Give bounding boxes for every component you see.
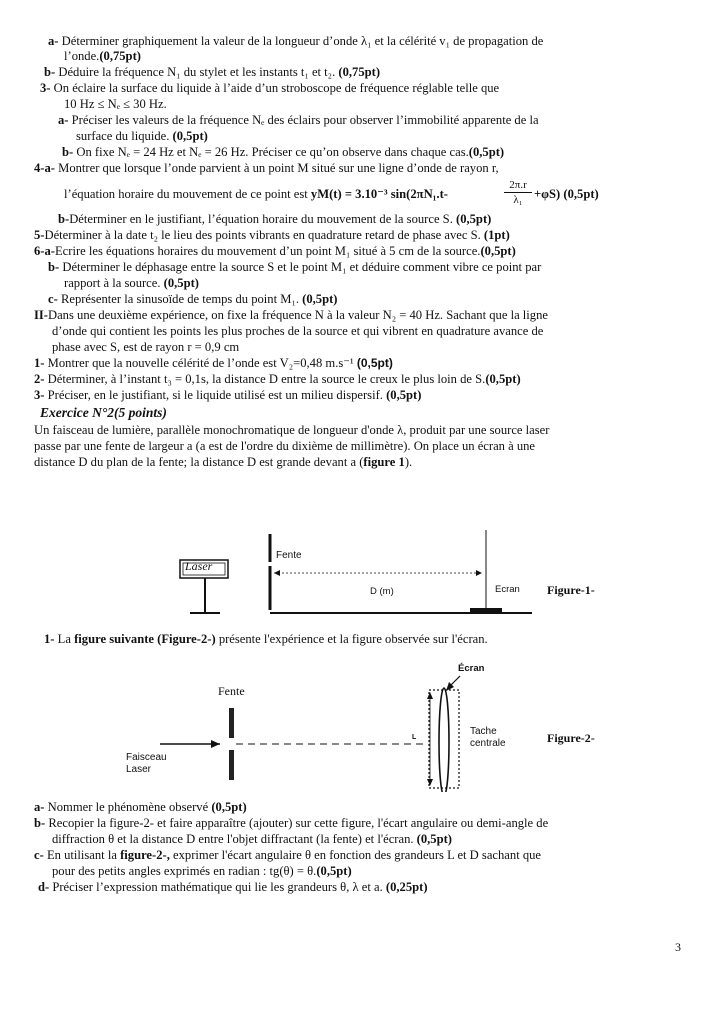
ex2-q1-post: présente l'expérience et la figure observée sur l'écran. xyxy=(218,632,488,646)
q4a-eq-denominator xyxy=(503,194,533,206)
fig1-fente-label: Fente xyxy=(276,550,302,561)
q2a-label: a- xyxy=(48,34,59,48)
fraction-bar xyxy=(504,192,532,193)
ex2-qb-points: (0,5pt) xyxy=(416,832,452,846)
ex2-qc-pre: En utilisant la xyxy=(46,848,117,862)
partII-q2-label: 2- xyxy=(34,372,45,386)
ex2-intro3-post: ). xyxy=(404,455,413,469)
figure-1-diagram xyxy=(170,528,630,620)
fig2-fente-label: Fente xyxy=(218,684,245,698)
partII-q3-line xyxy=(34,388,421,403)
partII-line3 xyxy=(52,340,239,355)
q6c-text: Représenter la sinusoïde de temps du point M₁. xyxy=(60,292,299,306)
partII-text3: phase avec S, est de rayon r = 0,9 cm xyxy=(52,340,240,354)
ex2-qc-bold: figure-2-, xyxy=(120,848,170,862)
q6a-text: Ecrire les équations horaires du mouvement d’un point M₁ situé à 5 cm de la source. xyxy=(54,244,481,258)
q6c-label: c- xyxy=(48,292,58,306)
ex2-intro2: passe par une fente de largeur a (a est de l'ordre du dixième de millimètre). On place un écran à une xyxy=(34,439,536,453)
q4a-eq-rhs: +φS) xyxy=(534,187,561,201)
q4a-equation-line xyxy=(64,187,448,202)
q4a-eq-intro: l’équation horaire du mouvement de ce point est xyxy=(64,187,308,201)
fig2-tache-label: Tache xyxy=(470,726,497,737)
partII-line xyxy=(34,308,548,323)
ex2-intro-line3 xyxy=(34,455,412,470)
central-spot-box xyxy=(429,690,459,788)
q2b-text: Déduire la fréquence N₁ du stylet et les instants t₁ et t₂. xyxy=(58,65,336,79)
ex2-qa-points: (0,5pt) xyxy=(211,800,247,814)
fig2-laser-label: Laser xyxy=(126,764,152,775)
ex2-qb-line xyxy=(34,816,548,831)
fig2-faisceau-label: Faisceau xyxy=(126,752,167,763)
q3a-line xyxy=(58,113,539,128)
q6a-line xyxy=(34,244,516,259)
q2a-line2 xyxy=(64,49,141,64)
q4a-points: (0,5pt) xyxy=(563,187,599,201)
page-number: 3 xyxy=(675,940,681,954)
fig2-caption: Figure-2- xyxy=(547,731,595,745)
q4b-points: (0,5pt) xyxy=(456,212,492,226)
ex2-qc-line xyxy=(34,848,541,863)
fig1-distance-label: D (m) xyxy=(370,586,394,597)
fig2-L-label: L xyxy=(412,734,417,741)
partII-q2-points: (0,5pt) xyxy=(485,372,521,386)
exercise2-title: Exercice N°2(5 points) xyxy=(40,405,167,420)
q3b-text: On fixe Nₑ = 24 Hz et Nₑ = 26 Hz. Préciser ce qu’on observe dans chaque cas. xyxy=(76,145,469,159)
q5-points: (1pt) xyxy=(483,228,510,242)
q6b-text: Déterminer le déphasage entre la source S et le point M₁ et déduire comment vibre ce point par xyxy=(62,260,542,274)
ex2-q1-line xyxy=(44,632,488,647)
ex2-qa-line xyxy=(34,800,247,815)
arrow-left-icon xyxy=(274,570,280,576)
q3b-points: (0,5pt) xyxy=(468,145,505,159)
ex2-qc-post: exprimer l'écart angulaire θ en fonction des grandeurs L et D sachant que xyxy=(173,848,542,862)
fig1-caption: Figure-1- xyxy=(547,583,595,597)
partII-text: Dans une deuxième expérience, on fixe la fréquence N à la valeur N₂ = 40 Hz. Sachant que la ligne xyxy=(48,308,548,322)
fig2-ecran-label: Écran xyxy=(458,663,485,674)
q4a-equation-end xyxy=(534,187,599,202)
q3a-points: (0,5pt) xyxy=(172,129,208,143)
ex2-qa-text: Nommer le phénomène observé xyxy=(47,800,209,814)
ex2-intro3-bold: figure 1 xyxy=(363,455,405,469)
q3-text: On éclaire la surface du liquide à l’aide d’un stroboscope de fréquence réglable telle que xyxy=(53,81,500,95)
q6b-line xyxy=(48,260,541,275)
q4b-line xyxy=(58,212,491,227)
partII-q1-line xyxy=(34,356,393,371)
ex2-qb-label: b- xyxy=(34,816,46,830)
q6b-line2 xyxy=(64,276,199,291)
partII-q2-text: Déterminer, à l’instant t₃ = 0,1s, la distance D entre la source le creux le plus loin de S. xyxy=(47,372,486,386)
q5-text: Déterminer à la date t₂ le lieu des points vibrants en quadrature retard de phase avec S. xyxy=(44,228,481,242)
partII-text2: d’onde qui contient les points les plus proches de la source et qui vibrent en quadrature avance de xyxy=(52,324,544,338)
q6a-label: 6-a- xyxy=(34,244,55,258)
partII-q3-text: Préciser, en le justifiant, si le liquide utilisé est un milieu dispersif. xyxy=(47,388,383,402)
q3a-label: a- xyxy=(58,113,69,127)
q6a-points: (0,5pt) xyxy=(480,244,516,258)
q4a-line xyxy=(34,161,499,176)
partII-q3-label: 3- xyxy=(34,388,45,402)
ex2-intro1: Un faisceau de lumière, parallèle monochromatique de longueur d'onde λ, produit par une source laser xyxy=(34,423,550,437)
q3-label: 3- xyxy=(40,81,51,95)
partII-line2 xyxy=(52,324,543,339)
ex2-qc-label: c- xyxy=(34,848,44,862)
ex2-qd-text: Préciser l’expression mathématique qui lie les grandeurs θ, λ et a. xyxy=(52,880,383,894)
q6b-points: (0,5pt) xyxy=(163,276,199,290)
ex2-q1-bold: figure suivante (Figure-2-) xyxy=(74,632,216,646)
ex2-q1-label: 1- xyxy=(44,632,55,646)
q4a-text: Montrer que lorsque l’onde parvient à un point M situé sur une ligne d’onde de rayon r, xyxy=(58,161,499,175)
q2b-points: (0,75pt) xyxy=(338,65,381,79)
q2b-line xyxy=(44,65,380,80)
q2b-label: b- xyxy=(44,65,56,79)
ex2-qb-text2: diffraction θ et la distance D entre l'objet diffractant (la fente) et l'écran. xyxy=(52,832,414,846)
ex2-qb-text: Recopier la figure-2- et faire apparaître (ajouter) sur cette figure, l'écart angulaire ou demi-angle de xyxy=(48,816,549,830)
partII-label: II- xyxy=(34,308,48,322)
q4a-eq-numerator xyxy=(503,179,533,191)
q4a-label: 4-a- xyxy=(34,161,55,175)
q4b-label: b- xyxy=(58,212,70,226)
q5-label: 5- xyxy=(34,228,45,242)
q4b-text: Déterminer en le justifiant, l’équation horaire du mouvement de la source S. xyxy=(69,212,453,226)
ex2-qd-points: (0,25pt) xyxy=(385,880,428,894)
screen-ellipse xyxy=(439,688,449,792)
q3b-line xyxy=(62,145,504,160)
ex2-q1-pre: La xyxy=(57,632,71,646)
q2a-text: Déterminer graphiquement la valeur de la longueur d’onde λ₁ et la célérité v₁ de propagation de xyxy=(61,34,544,48)
L-arrow-down-icon xyxy=(427,779,433,786)
partII-q3-points: (0,5pt) xyxy=(386,388,422,402)
q3b-label: b- xyxy=(62,145,74,159)
q5-line xyxy=(34,228,510,243)
q3-line2 xyxy=(64,97,167,112)
L-arrow-up-icon xyxy=(427,692,433,699)
q4a-eq-den: λ₁ xyxy=(513,194,523,206)
q2a-line xyxy=(48,34,543,49)
q3-line xyxy=(40,81,499,96)
q6b-label: b- xyxy=(48,260,60,274)
q2a-text2: l’onde. xyxy=(64,49,100,63)
ex2-qc-line2 xyxy=(52,864,352,879)
q6b-text2: rapport à la source. xyxy=(64,276,161,290)
fig1-ecran-label: Ecran xyxy=(495,584,520,595)
beam-arrow-icon xyxy=(211,740,220,748)
fig1-laser-label: Laser xyxy=(185,559,213,573)
ex2-qb-line2 xyxy=(52,832,452,847)
partII-q1-points: (0,5pt) xyxy=(356,356,393,370)
q3a-line2 xyxy=(76,129,208,144)
ex2-intro3-pre: distance D du plan de la fente; la distance D est grande devant a ( xyxy=(34,455,364,469)
partII-q2-line xyxy=(34,372,521,387)
q4a-eq-lhs: yM(t) = 3.10⁻³ sin(2πN₁.t- xyxy=(310,187,448,201)
ex2-qa-label: a- xyxy=(34,800,45,814)
ex2-qc-points: (0,5pt) xyxy=(316,864,352,878)
q2a-points: (0,75pt) xyxy=(99,49,141,63)
slit-upper-bar xyxy=(229,708,234,738)
ex2-intro-line2 xyxy=(34,439,535,454)
ex2-qd-label: d- xyxy=(38,880,50,894)
arrow-right-icon xyxy=(476,570,482,576)
q3a-text: Préciser les valeurs de la fréquence Nₑ des éclairs pour observer l’immobilité apparente de la xyxy=(71,113,539,127)
q3-text2: 10 Hz ≤ Nₑ ≤ 30 Hz. xyxy=(64,97,167,111)
q6c-points: (0,5pt) xyxy=(302,292,338,306)
fig2-centrale-label: centrale xyxy=(470,738,506,749)
q3a-text2: surface du liquide. xyxy=(76,129,170,143)
q6c-line xyxy=(48,292,337,307)
partII-q1-text: Montrer que la nouvelle célérité de l’onde est V₂=0,48 m.s⁻¹ xyxy=(47,356,354,370)
slit-lower-bar xyxy=(229,750,234,780)
ex2-qd-line xyxy=(38,880,428,895)
figure-2-diagram xyxy=(120,660,480,792)
partII-q1-label: 1- xyxy=(34,356,45,370)
q4a-eq-num: 2π.r xyxy=(509,179,527,191)
ex2-intro-line1 xyxy=(34,423,549,438)
ex2-qc-text2: pour des petits angles exprimés en radian : tg(θ) = θ. xyxy=(52,864,317,878)
